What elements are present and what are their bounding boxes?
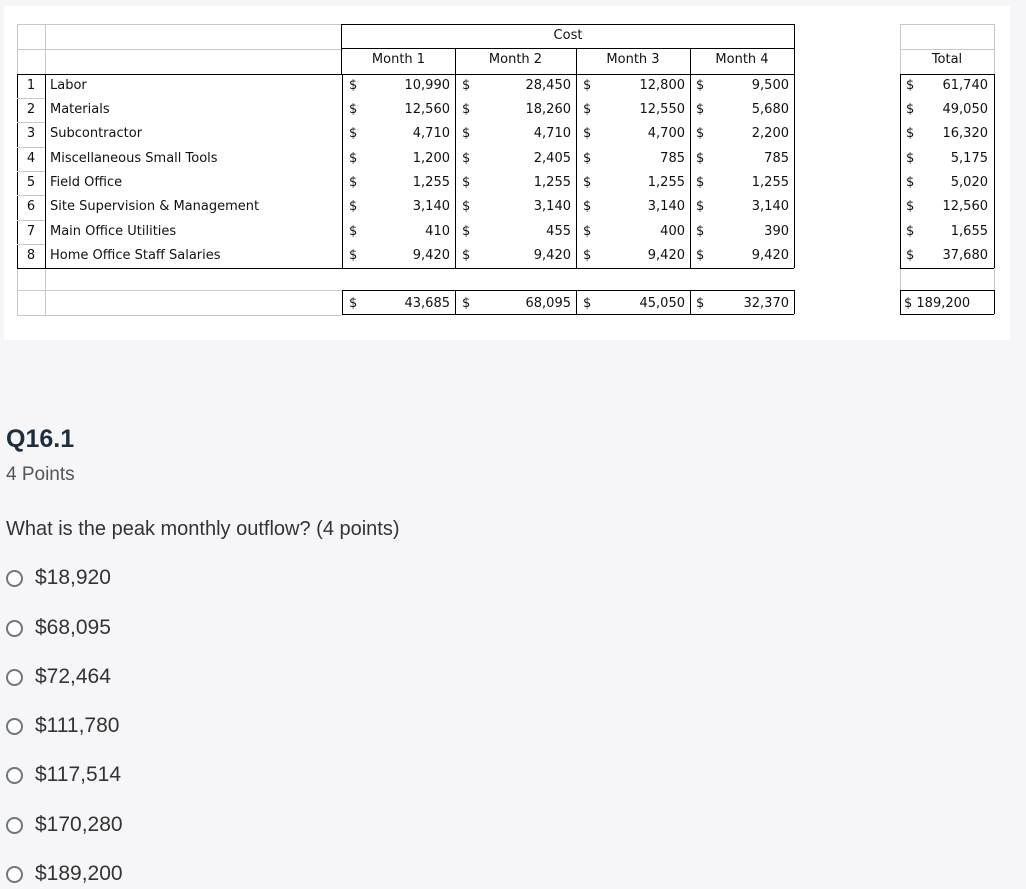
table-border bbox=[900, 268, 994, 269]
table-border bbox=[690, 74, 691, 268]
table-border bbox=[17, 290, 342, 291]
row-total: 37,680 bbox=[942, 248, 988, 263]
table-border bbox=[900, 74, 901, 268]
month-cost: 12,550 bbox=[639, 102, 685, 117]
row-label: Main Office Utilities bbox=[50, 224, 177, 239]
month-cost: 3,140 bbox=[751, 199, 789, 214]
month-cost: 5,680 bbox=[751, 102, 789, 117]
answer-option-label: $189,200 bbox=[35, 862, 123, 885]
answer-option-label: $111,780 bbox=[35, 714, 120, 737]
currency-symbol: $ bbox=[906, 126, 915, 141]
answer-option-label: $18,920 bbox=[35, 566, 111, 589]
month-cost: 4,710 bbox=[412, 126, 450, 141]
month-cost: 9,420 bbox=[647, 248, 685, 263]
table-border bbox=[455, 74, 456, 268]
currency-symbol: $ bbox=[696, 224, 705, 239]
table-border bbox=[17, 268, 342, 269]
radio-button[interactable] bbox=[6, 866, 23, 883]
table-border bbox=[900, 49, 994, 50]
row-total: 1,655 bbox=[950, 224, 988, 239]
month-sum: 32,370 bbox=[743, 296, 789, 311]
answer-option[interactable] bbox=[6, 712, 119, 740]
table-border bbox=[994, 74, 995, 268]
table-border bbox=[794, 24, 795, 74]
row-total: 5,020 bbox=[950, 175, 988, 190]
row-total: 16,320 bbox=[942, 126, 988, 141]
table-border bbox=[17, 24, 18, 74]
currency-symbol: $ bbox=[696, 102, 705, 117]
currency-symbol: $ bbox=[462, 175, 471, 190]
row-number: 3 bbox=[26, 126, 36, 141]
answer-option[interactable] bbox=[6, 663, 111, 691]
table-border bbox=[17, 195, 45, 196]
month-cost: 400 bbox=[660, 224, 685, 239]
radio-button[interactable] bbox=[6, 669, 23, 686]
table-border bbox=[994, 290, 995, 314]
table-border bbox=[342, 74, 794, 75]
currency-symbol: $ bbox=[696, 151, 705, 166]
table-border bbox=[17, 220, 45, 221]
currency-symbol: $ bbox=[462, 199, 471, 214]
currency-symbol: $ bbox=[462, 78, 471, 93]
month-cost: 1,255 bbox=[751, 175, 789, 190]
table-border bbox=[17, 98, 45, 99]
table-border bbox=[342, 290, 343, 314]
month-cost: 3,140 bbox=[412, 199, 450, 214]
table-border bbox=[900, 74, 994, 75]
currency-symbol: $ bbox=[462, 151, 471, 166]
table-border bbox=[45, 74, 46, 268]
month-cost: 1,255 bbox=[533, 175, 571, 190]
table-border bbox=[17, 122, 45, 123]
month-cost: 9,420 bbox=[751, 248, 789, 263]
month-cost: 4,710 bbox=[533, 126, 571, 141]
table-border bbox=[45, 268, 46, 315]
month-cost: 1,255 bbox=[412, 175, 450, 190]
currency-symbol: $ bbox=[696, 126, 705, 141]
row-number: 1 bbox=[26, 78, 36, 93]
month-cost: 3,140 bbox=[533, 199, 571, 214]
currency-symbol: $ bbox=[906, 224, 915, 239]
month-cost: 9,420 bbox=[412, 248, 450, 263]
currency-symbol: $ bbox=[696, 175, 705, 190]
month-cost: 9,420 bbox=[533, 248, 571, 263]
month-cost: 4,700 bbox=[647, 126, 685, 141]
month-sum: 45,050 bbox=[639, 296, 685, 311]
answer-option[interactable] bbox=[6, 811, 123, 839]
currency-symbol: $ bbox=[696, 248, 705, 263]
currency-symbol: $ bbox=[349, 224, 358, 239]
table-border bbox=[17, 147, 45, 148]
table-border bbox=[900, 24, 994, 25]
currency-symbol: $ bbox=[583, 102, 592, 117]
table-border bbox=[794, 290, 795, 314]
answer-option[interactable] bbox=[6, 860, 123, 888]
month-header: Month 4 bbox=[715, 52, 769, 67]
grand-total: $ 189,200 bbox=[904, 296, 971, 311]
month-header: Month 1 bbox=[371, 52, 426, 67]
radio-button[interactable] bbox=[6, 718, 23, 735]
table-border bbox=[342, 290, 794, 291]
currency-symbol: $ bbox=[349, 296, 358, 311]
row-number: 4 bbox=[26, 151, 36, 166]
table-border bbox=[341, 24, 794, 25]
table-border bbox=[455, 290, 456, 314]
currency-symbol: $ bbox=[349, 126, 358, 141]
month-cost: 1,200 bbox=[412, 151, 450, 166]
currency-symbol: $ bbox=[349, 175, 358, 190]
question-points: 4 Points bbox=[6, 464, 75, 485]
month-cost: 455 bbox=[546, 224, 571, 239]
table-border bbox=[576, 74, 577, 268]
table-border bbox=[17, 244, 45, 245]
answer-option-label: $72,464 bbox=[35, 665, 111, 688]
currency-symbol: $ bbox=[906, 175, 915, 190]
month-header: Month 3 bbox=[606, 52, 660, 67]
row-label: Home Office Staff Salaries bbox=[50, 248, 221, 263]
currency-symbol: $ bbox=[583, 224, 592, 239]
currency-symbol: $ bbox=[349, 151, 358, 166]
table-border bbox=[900, 290, 994, 291]
answer-option-label: $68,095 bbox=[35, 616, 111, 639]
question-text: What is the peak monthly outflow? (4 points) bbox=[6, 518, 400, 540]
cost-table-image bbox=[4, 6, 1010, 340]
radio-button[interactable] bbox=[6, 767, 23, 784]
month-cost: 18,260 bbox=[525, 102, 571, 117]
answer-option-label: $117,514 bbox=[35, 763, 122, 786]
table-border bbox=[900, 314, 994, 315]
month-sum: 68,095 bbox=[525, 296, 571, 311]
row-number: 8 bbox=[26, 248, 36, 263]
currency-symbol: $ bbox=[583, 296, 592, 311]
month-cost: 9,500 bbox=[751, 78, 789, 93]
table-border bbox=[690, 290, 691, 314]
row-number: 5 bbox=[26, 175, 36, 190]
month-cost: 1,255 bbox=[647, 175, 685, 190]
month-cost: 2,405 bbox=[533, 151, 571, 166]
question-title: Q16.1 bbox=[6, 425, 75, 453]
currency-symbol: $ bbox=[349, 248, 358, 263]
currency-symbol: $ bbox=[583, 175, 592, 190]
currency-symbol: $ bbox=[349, 102, 358, 117]
month-cost: 785 bbox=[764, 151, 789, 166]
currency-symbol: $ bbox=[696, 78, 705, 93]
currency-symbol: $ bbox=[349, 199, 358, 214]
table-border bbox=[45, 24, 46, 74]
row-total: 5,175 bbox=[950, 151, 988, 166]
row-number: 2 bbox=[26, 102, 36, 117]
row-total: 12,560 bbox=[942, 199, 988, 214]
currency-symbol: $ bbox=[462, 102, 471, 117]
currency-symbol: $ bbox=[462, 248, 471, 263]
radio-button[interactable] bbox=[6, 817, 23, 834]
month-cost: 410 bbox=[425, 224, 450, 239]
month-sum: 43,685 bbox=[404, 296, 450, 311]
month-cost: 28,450 bbox=[525, 78, 571, 93]
answer-option[interactable] bbox=[6, 761, 121, 789]
total-header: Total bbox=[931, 52, 963, 67]
table-border bbox=[900, 290, 901, 314]
table-border bbox=[17, 49, 342, 50]
row-total: 61,740 bbox=[942, 78, 988, 93]
currency-symbol: $ bbox=[906, 151, 915, 166]
row-label: Field Office bbox=[50, 175, 123, 190]
row-number: 6 bbox=[26, 199, 36, 214]
table-border bbox=[17, 74, 342, 75]
currency-symbol: $ bbox=[583, 151, 592, 166]
currency-symbol: $ bbox=[349, 78, 358, 93]
table-border bbox=[576, 290, 577, 314]
month-cost: 12,800 bbox=[639, 78, 685, 93]
month-cost: 390 bbox=[764, 224, 789, 239]
currency-symbol: $ bbox=[906, 78, 915, 93]
table-border bbox=[342, 74, 343, 268]
table-border bbox=[17, 268, 18, 315]
row-label: Subcontractor bbox=[50, 126, 143, 141]
currency-symbol: $ bbox=[906, 248, 915, 263]
currency-symbol: $ bbox=[906, 102, 915, 117]
answer-option[interactable] bbox=[6, 614, 111, 642]
table-border bbox=[17, 315, 342, 316]
currency-symbol: $ bbox=[462, 224, 471, 239]
radio-button[interactable] bbox=[6, 570, 23, 587]
month-header: Month 2 bbox=[488, 52, 543, 67]
row-total: 49,050 bbox=[942, 102, 988, 117]
cost-header: Cost bbox=[553, 28, 583, 43]
answer-option[interactable] bbox=[6, 564, 111, 592]
month-cost: 12,560 bbox=[404, 102, 450, 117]
currency-symbol: $ bbox=[583, 199, 592, 214]
currency-symbol: $ bbox=[462, 126, 471, 141]
month-cost: 3,140 bbox=[647, 199, 685, 214]
currency-symbol: $ bbox=[583, 78, 592, 93]
row-label: Miscellaneous Small Tools bbox=[50, 151, 218, 166]
currency-symbol: $ bbox=[583, 126, 592, 141]
radio-button[interactable] bbox=[6, 620, 23, 637]
table-border bbox=[341, 48, 794, 49]
row-label: Site Supervision & Management bbox=[50, 199, 260, 214]
month-cost: 2,200 bbox=[751, 126, 789, 141]
currency-symbol: $ bbox=[696, 199, 705, 214]
row-label: Labor bbox=[50, 78, 87, 93]
currency-symbol: $ bbox=[462, 296, 471, 311]
table-border bbox=[17, 24, 342, 25]
table-border bbox=[794, 74, 795, 268]
row-label: Materials bbox=[50, 102, 110, 117]
answer-option-label: $170,280 bbox=[35, 813, 123, 836]
row-number: 7 bbox=[26, 224, 36, 239]
month-cost: 785 bbox=[660, 151, 685, 166]
table-border bbox=[17, 171, 45, 172]
month-cost: 10,990 bbox=[404, 78, 450, 93]
table-border bbox=[994, 24, 995, 74]
currency-symbol: $ bbox=[906, 199, 915, 214]
table-border bbox=[342, 268, 794, 269]
table-border bbox=[342, 314, 794, 315]
currency-symbol: $ bbox=[696, 296, 705, 311]
currency-symbol: $ bbox=[583, 248, 592, 263]
